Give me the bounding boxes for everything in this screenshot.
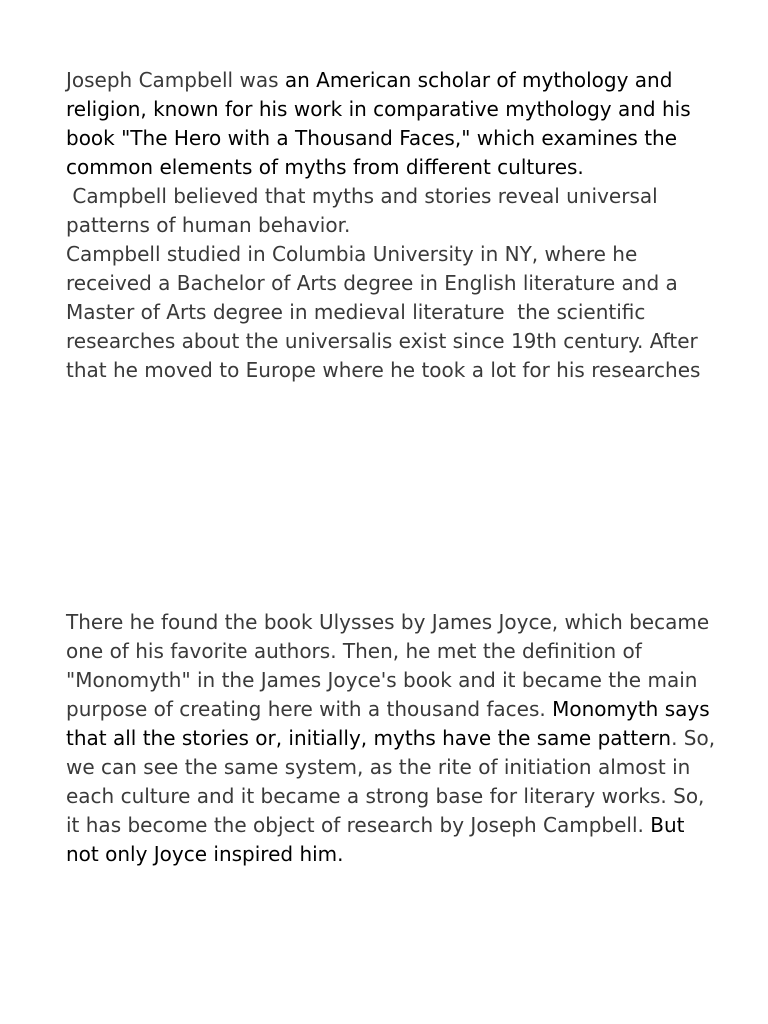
- intro-highlighted-text: an American scholar of mythology and religion, known for his work in comparative mythology and his book "The Hero with a Thousand Faces," which examines the common elements of myths from different cultures.: [66, 68, 691, 179]
- paragraph-monomyth: [66, 608, 716, 869]
- paragraph-intro: [66, 66, 716, 182]
- monomyth-text-part-1: There he found the book Ulysses by James Joyce, which became one of his favorite authors. Then, he met the definition of "Monomyth" in the James Joyce's book and it became the main purpose of creating here with a thousand faces.: [66, 610, 710, 721]
- monomyth-text-part-2: . So, we can see the same system, as the rite of initiation almost in each culture and it became a strong base for literary works. So, it has become the object of research by Joseph Campbell.: [66, 726, 716, 837]
- monomyth-highlighted-text: Monomyth says that all the stories or, initially, myths have the same pattern: [66, 697, 710, 750]
- text-block-intro: [66, 66, 716, 385]
- paragraph-belief: Campbell believed that myths and stories reveal universal patterns of human behavior.: [66, 184, 665, 237]
- text-block-monomyth: [66, 608, 716, 869]
- closing-highlighted-text: But not only Joyce inspired him.: [66, 813, 685, 866]
- paragraph-education: Campbell studied in Columbia University in NY, where he received a Bachelor of Arts degree in English literature and a Master of Arts degree in medieval literature the scientific researches about the universalis exist since 19th century. After that he moved to Europe where he took a lot for his researches: [66, 242, 705, 382]
- intro-plain-text: Joseph Campbell was: [66, 68, 285, 92]
